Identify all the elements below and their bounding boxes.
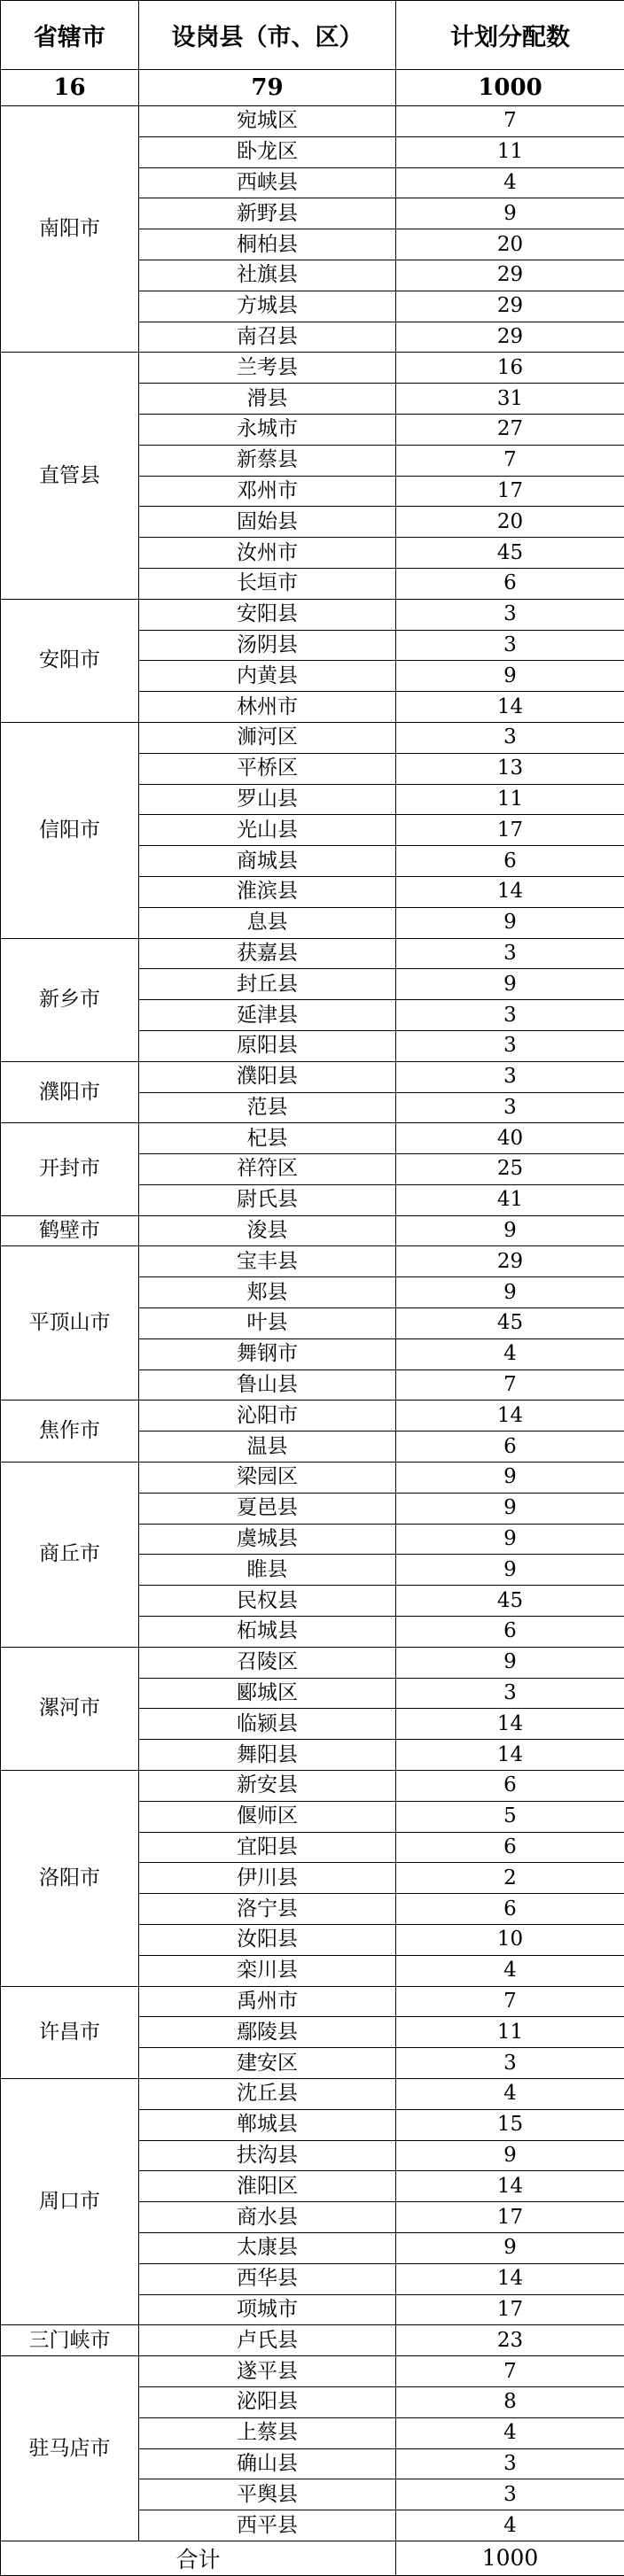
county-cell: 长垣市 (139, 568, 396, 599)
count-cell: 29 (396, 291, 624, 322)
table-row (1, 1463, 624, 1494)
county-cell: 建安区 (139, 2048, 396, 2079)
count-cell: 6 (396, 1771, 624, 1802)
county-cell: 内黄县 (139, 661, 396, 692)
count-cell: 4 (396, 167, 624, 198)
count-cell: 45 (396, 1308, 624, 1339)
count-cell: 6 (396, 1832, 624, 1863)
count-cell: 14 (396, 1740, 624, 1771)
count-cell: 9 (396, 1524, 624, 1555)
county-cell: 伊川县 (139, 1863, 396, 1894)
county-cell: 汝州市 (139, 538, 396, 569)
county-cell: 祥符区 (139, 1154, 396, 1185)
province-cell: 驻马店市 (1, 2356, 139, 2541)
count-cell: 11 (396, 136, 624, 167)
header-plan-count: 计划分配数 (396, 1, 624, 70)
county-cell: 遂平县 (139, 2356, 396, 2387)
county-cell: 安阳县 (139, 599, 396, 630)
count-cell: 9 (396, 1215, 624, 1246)
table-body (1, 70, 624, 2541)
count-cell: 3 (396, 2448, 624, 2479)
county-cell: 浚县 (139, 1215, 396, 1246)
county-cell: 方城县 (139, 291, 396, 322)
count-cell: 29 (396, 1246, 624, 1277)
count-cell: 8 (396, 2386, 624, 2417)
table-row (1, 938, 624, 969)
province-cell: 漯河市 (1, 1647, 139, 1770)
county-cell: 舞阳县 (139, 1740, 396, 1771)
count-cell: 2 (396, 1863, 624, 1894)
count-cell: 17 (396, 2202, 624, 2233)
count-cell: 6 (396, 568, 624, 599)
count-cell: 7 (396, 1369, 624, 1401)
count-cell: 3 (396, 1000, 624, 1031)
county-cell: 民权县 (139, 1586, 396, 1617)
count-cell: 40 (396, 1123, 624, 1154)
count-cell: 9 (396, 2140, 624, 2171)
county-cell: 桐柏县 (139, 229, 396, 260)
county-cell: 扶沟县 (139, 2140, 396, 2171)
table-row (1, 722, 624, 753)
count-cell: 14 (396, 1709, 624, 1740)
county-cell: 兰考县 (139, 353, 396, 384)
county-cell: 濮阳县 (139, 1061, 396, 1092)
count-cell: 25 (396, 1154, 624, 1185)
table-row (1, 2079, 624, 2110)
count-cell: 4 (396, 1955, 624, 1986)
county-cell: 固始县 (139, 507, 396, 538)
province-cell: 洛阳市 (1, 1771, 139, 1987)
count-cell: 14 (396, 2263, 624, 2294)
county-cell: 社旗县 (139, 260, 396, 291)
county-cell: 光山县 (139, 815, 396, 846)
count-cell: 4 (396, 1338, 624, 1369)
county-cell: 延津县 (139, 1000, 396, 1031)
county-cell: 梁园区 (139, 1463, 396, 1494)
table-row (1, 2356, 624, 2387)
county-cell: 商水县 (139, 2202, 396, 2233)
county-cell: 西峡县 (139, 167, 396, 198)
count-cell: 29 (396, 322, 624, 353)
county-cell: 召陵区 (139, 1647, 396, 1678)
county-cell: 平桥区 (139, 753, 396, 784)
county-cell: 禹州市 (139, 1986, 396, 2017)
county-cell: 舞钢市 (139, 1338, 396, 1369)
count-cell: 9 (396, 1493, 624, 1524)
county-cell: 浉河区 (139, 722, 396, 753)
county-cell: 罗山县 (139, 784, 396, 815)
province-cell: 安阳市 (1, 599, 139, 722)
count-cell: 17 (396, 2294, 624, 2325)
county-cell: 宝丰县 (139, 1246, 396, 1277)
county-cell: 新安县 (139, 1771, 396, 1802)
province-cell: 新乡市 (1, 938, 139, 1061)
count-cell: 11 (396, 784, 624, 815)
count-cell: 7 (396, 445, 624, 476)
count-cell: 5 (396, 1801, 624, 1832)
table-row (1, 1771, 624, 1802)
table-row (1, 599, 624, 630)
count-cell: 3 (396, 1030, 624, 1061)
count-cell: 3 (396, 599, 624, 630)
province-cell: 许昌市 (1, 1986, 139, 2078)
summary-province-count: 16 (1, 70, 139, 106)
table-row (1, 2325, 624, 2356)
count-cell: 3 (396, 1061, 624, 1092)
count-cell: 3 (396, 938, 624, 969)
county-cell: 栾川县 (139, 1955, 396, 1986)
county-cell: 南召县 (139, 322, 396, 353)
count-cell: 9 (396, 1555, 624, 1586)
count-cell: 27 (396, 414, 624, 445)
county-cell: 商城县 (139, 846, 396, 877)
county-cell: 范县 (139, 1092, 396, 1123)
county-cell: 西华县 (139, 2263, 396, 2294)
count-cell: 15 (396, 2109, 624, 2140)
county-cell: 尉氏县 (139, 1184, 396, 1215)
county-cell: 偃师区 (139, 1801, 396, 1832)
county-cell: 新野县 (139, 198, 396, 229)
header-county: 设岗县（市、区） (139, 1, 396, 70)
province-cell: 开封市 (1, 1123, 139, 1215)
count-cell: 14 (396, 876, 624, 907)
count-cell: 6 (396, 1617, 624, 1648)
county-cell: 洛宁县 (139, 1894, 396, 1925)
table-row (1, 1401, 624, 1432)
count-cell: 3 (396, 630, 624, 661)
total-label: 合计 (1, 2541, 396, 2575)
county-cell: 项城市 (139, 2294, 396, 2325)
header-row (1, 1, 624, 70)
count-cell: 4 (396, 2079, 624, 2110)
count-cell: 20 (396, 229, 624, 260)
count-cell: 6 (396, 1432, 624, 1463)
count-cell: 41 (396, 1184, 624, 1215)
count-cell: 31 (396, 384, 624, 415)
total-row (1, 2541, 624, 2575)
table-row (1, 1986, 624, 2017)
summary-county-count: 79 (139, 70, 396, 106)
county-cell: 滑县 (139, 384, 396, 415)
county-cell: 获嘉县 (139, 938, 396, 969)
count-cell: 7 (396, 2356, 624, 2387)
county-cell: 汝阳县 (139, 1925, 396, 1956)
count-cell: 9 (396, 1647, 624, 1678)
county-cell: 卧龙区 (139, 136, 396, 167)
count-cell: 23 (396, 2325, 624, 2356)
county-cell: 杞县 (139, 1123, 396, 1154)
province-cell: 鹤壁市 (1, 1215, 139, 1246)
count-cell: 9 (396, 907, 624, 938)
count-cell: 9 (396, 1277, 624, 1308)
province-cell: 焦作市 (1, 1401, 139, 1463)
county-cell: 上蔡县 (139, 2417, 396, 2448)
county-cell: 温县 (139, 1432, 396, 1463)
county-cell: 确山县 (139, 2448, 396, 2479)
county-cell: 郾城区 (139, 1678, 396, 1709)
total-value: 1000 (396, 2541, 624, 2575)
county-cell: 新蔡县 (139, 445, 396, 476)
count-cell: 13 (396, 753, 624, 784)
count-cell: 6 (396, 846, 624, 877)
count-cell: 9 (396, 2232, 624, 2263)
county-cell: 郸城县 (139, 2109, 396, 2140)
count-cell: 14 (396, 2171, 624, 2202)
count-cell: 29 (396, 260, 624, 291)
county-cell: 平舆县 (139, 2479, 396, 2510)
province-cell: 平顶山市 (1, 1246, 139, 1401)
county-cell: 睢县 (139, 1555, 396, 1586)
county-cell: 太康县 (139, 2232, 396, 2263)
county-cell: 永城市 (139, 414, 396, 445)
county-cell: 宜阳县 (139, 1832, 396, 1863)
county-cell: 临颍县 (139, 1709, 396, 1740)
county-cell: 夏邑县 (139, 1493, 396, 1524)
province-cell: 直管县 (1, 353, 139, 599)
county-cell: 沈丘县 (139, 2079, 396, 2110)
count-cell: 20 (396, 507, 624, 538)
count-cell: 14 (396, 1401, 624, 1432)
count-cell: 3 (396, 722, 624, 753)
count-cell: 7 (396, 1986, 624, 2017)
table-row (1, 1215, 624, 1246)
summary-total: 1000 (396, 70, 624, 106)
count-cell: 7 (396, 106, 624, 137)
county-cell: 鲁山县 (139, 1369, 396, 1401)
count-cell: 9 (396, 1463, 624, 1494)
county-cell: 沁阳市 (139, 1401, 396, 1432)
count-cell: 16 (396, 353, 624, 384)
count-cell: 9 (396, 969, 624, 1000)
province-cell: 三门峡市 (1, 2325, 139, 2356)
province-cell: 信阳市 (1, 722, 139, 938)
count-cell: 11 (396, 2017, 624, 2048)
county-cell: 卢氏县 (139, 2325, 396, 2356)
count-cell: 3 (396, 2479, 624, 2510)
count-cell: 3 (396, 2048, 624, 2079)
county-cell: 淮阳区 (139, 2171, 396, 2202)
county-cell: 邓州市 (139, 476, 396, 507)
count-cell: 3 (396, 1092, 624, 1123)
county-cell: 柘城县 (139, 1617, 396, 1648)
province-cell: 南阳市 (1, 106, 139, 353)
count-cell: 9 (396, 661, 624, 692)
county-cell: 宛城区 (139, 106, 396, 137)
count-cell: 6 (396, 1894, 624, 1925)
count-cell: 9 (396, 198, 624, 229)
province-cell: 周口市 (1, 2079, 139, 2325)
count-cell: 10 (396, 1925, 624, 1956)
count-cell: 45 (396, 1586, 624, 1617)
county-cell: 封丘县 (139, 969, 396, 1000)
table-row (1, 1647, 624, 1678)
table-row (1, 353, 624, 384)
county-cell: 泌阳县 (139, 2386, 396, 2417)
county-cell: 汤阴县 (139, 630, 396, 661)
count-cell: 17 (396, 476, 624, 507)
county-cell: 西平县 (139, 2510, 396, 2541)
county-cell: 郏县 (139, 1277, 396, 1308)
count-cell: 14 (396, 692, 624, 723)
county-cell: 息县 (139, 907, 396, 938)
table-row (1, 1061, 624, 1092)
county-cell: 原阳县 (139, 1030, 396, 1061)
count-cell: 45 (396, 538, 624, 569)
county-cell: 林州市 (139, 692, 396, 723)
county-cell: 叶县 (139, 1308, 396, 1339)
count-cell: 4 (396, 2510, 624, 2541)
table-row (1, 1246, 624, 1277)
province-cell: 濮阳市 (1, 1061, 139, 1123)
summary-row (1, 70, 624, 106)
table-row (1, 1123, 624, 1154)
count-cell: 3 (396, 1678, 624, 1709)
header-province: 省辖市 (1, 1, 139, 70)
province-cell: 商丘市 (1, 1463, 139, 1648)
table-row (1, 106, 624, 137)
county-cell: 淮滨县 (139, 876, 396, 907)
count-cell: 17 (396, 815, 624, 846)
count-cell: 4 (396, 2417, 624, 2448)
county-cell: 鄢陵县 (139, 2017, 396, 2048)
county-cell: 虞城县 (139, 1524, 396, 1555)
